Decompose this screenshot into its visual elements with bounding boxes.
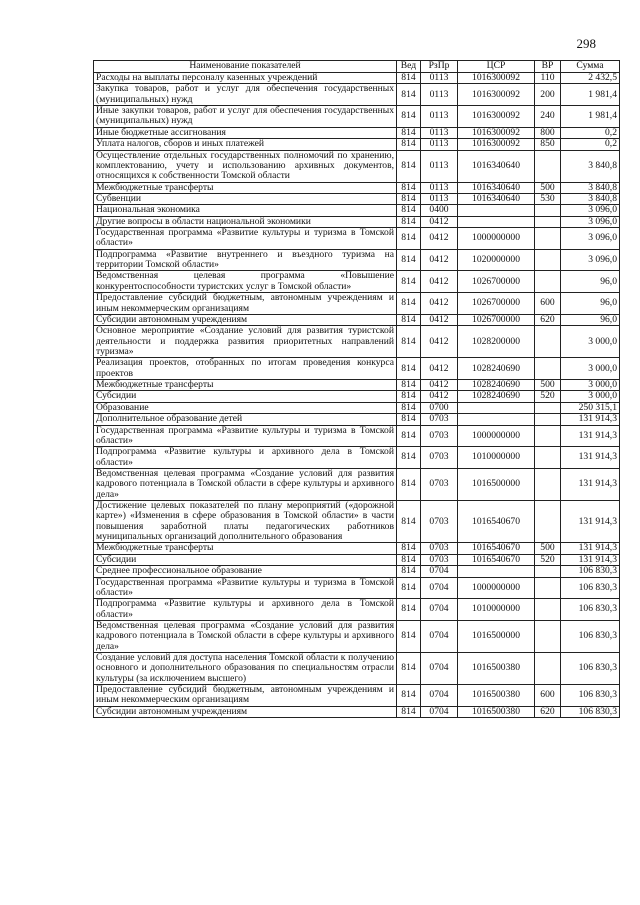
cell-vr: 600 xyxy=(535,685,561,707)
table-row xyxy=(94,468,620,500)
cell-ved: 814 xyxy=(397,293,421,315)
cell-csr: 1016340640 xyxy=(458,150,535,182)
header-ved: Вед xyxy=(397,61,421,73)
table-row xyxy=(94,501,620,543)
cell-ved: 814 xyxy=(397,543,421,554)
cell-ved: 814 xyxy=(397,271,421,293)
cell-sum: 3 000,0 xyxy=(561,391,620,402)
cell-vr xyxy=(535,566,561,577)
cell-sum: 131 914,3 xyxy=(561,414,620,425)
cell-name: Государственная программа «Развитие культуры и туризма в Томской области» xyxy=(94,425,397,447)
cell-vr xyxy=(535,216,561,227)
cell-csr: 1016500380 xyxy=(458,653,535,685)
cell-rzpr: 0113 xyxy=(421,139,458,150)
cell-csr: 1016300092 xyxy=(458,84,535,106)
cell-name: Межбюджетные трансферты xyxy=(94,543,397,554)
cell-vr xyxy=(535,326,561,358)
cell-sum: 131 914,3 xyxy=(561,447,620,469)
cell-rzpr: 0412 xyxy=(421,380,458,391)
cell-name: Основное мероприятие «Создание условий для развития туристской деятельности и поддержка развития приоритетных направлений туризма» xyxy=(94,326,397,358)
table-row xyxy=(94,391,620,402)
cell-rzpr: 0703 xyxy=(421,501,458,543)
cell-ved: 814 xyxy=(397,182,421,193)
table-row xyxy=(94,314,620,325)
table-row xyxy=(94,706,620,717)
cell-ved: 814 xyxy=(397,554,421,565)
cell-csr: 1016300092 xyxy=(458,73,535,84)
table-row xyxy=(94,249,620,271)
cell-ved: 814 xyxy=(397,106,421,128)
cell-csr: 1016340640 xyxy=(458,182,535,193)
cell-name: Закупка товаров, работ и услуг для обеспечения государственных (муниципальных) нужд xyxy=(94,84,397,106)
cell-ved: 814 xyxy=(397,73,421,84)
cell-sum: 106 830,3 xyxy=(561,599,620,621)
cell-rzpr: 0704 xyxy=(421,599,458,621)
cell-csr: 1016500000 xyxy=(458,468,535,500)
header-name: Наименование показателей xyxy=(94,61,397,73)
page-number: 298 xyxy=(576,36,596,51)
table-row xyxy=(94,216,620,227)
cell-name: Уплата налогов, сборов и иных платежей xyxy=(94,139,397,150)
cell-sum: 131 914,3 xyxy=(561,554,620,565)
cell-sum: 131 914,3 xyxy=(561,543,620,554)
cell-csr: 1016340640 xyxy=(458,193,535,204)
cell-vr xyxy=(535,425,561,447)
cell-vr: 520 xyxy=(535,391,561,402)
cell-ved: 814 xyxy=(397,599,421,621)
cell-name: Государственная программа «Развитие культуры и туризма в Томской области» xyxy=(94,228,397,250)
cell-sum: 96,0 xyxy=(561,271,620,293)
cell-ved: 814 xyxy=(397,314,421,325)
cell-ved: 814 xyxy=(397,425,421,447)
cell-csr xyxy=(458,205,535,216)
table-row xyxy=(94,106,620,128)
cell-name: Иные бюджетные ассигнования xyxy=(94,127,397,138)
cell-sum: 106 830,3 xyxy=(561,577,620,599)
cell-rzpr: 0113 xyxy=(421,106,458,128)
table-row xyxy=(94,402,620,413)
cell-name: Создание условий для доступа населения Томской области к получению основного и дополнительного образования по специальностям отрасли культуры (за исключением высшего) xyxy=(94,653,397,685)
cell-rzpr: 0704 xyxy=(421,653,458,685)
cell-vr: 200 xyxy=(535,84,561,106)
cell-name: Другие вопросы в области национальной экономики xyxy=(94,216,397,227)
cell-csr: 1016300092 xyxy=(458,106,535,128)
cell-rzpr: 0412 xyxy=(421,271,458,293)
cell-name: Иные закупки товаров, работ и услуг для обеспечения государственных (муниципальных) нужд xyxy=(94,106,397,128)
cell-name: Ведомственная целевая программа «Создание условий для развития кадрового потенциала в Томской области в сфере культуры и архивного дела» xyxy=(94,620,397,652)
cell-vr: 620 xyxy=(535,706,561,717)
cell-vr: 600 xyxy=(535,293,561,315)
table-row xyxy=(94,182,620,193)
table-row xyxy=(94,380,620,391)
cell-rzpr: 0412 xyxy=(421,216,458,227)
cell-sum: 3 000,0 xyxy=(561,326,620,358)
cell-csr: 1026700000 xyxy=(458,271,535,293)
cell-name: Субсидии xyxy=(94,554,397,565)
cell-csr: 1016540670 xyxy=(458,543,535,554)
cell-vr xyxy=(535,447,561,469)
cell-ved: 814 xyxy=(397,358,421,380)
cell-vr: 500 xyxy=(535,543,561,554)
cell-rzpr: 0113 xyxy=(421,127,458,138)
table-row xyxy=(94,228,620,250)
header-csr: ЦСР xyxy=(458,61,535,73)
cell-rzpr: 0400 xyxy=(421,205,458,216)
cell-sum: 96,0 xyxy=(561,314,620,325)
cell-name: Подпрограмма «Развитие культуры и архивного дела в Томской области» xyxy=(94,599,397,621)
cell-ved: 814 xyxy=(397,216,421,227)
cell-sum: 3 096,0 xyxy=(561,216,620,227)
cell-vr xyxy=(535,205,561,216)
cell-vr xyxy=(535,402,561,413)
cell-sum: 131 914,3 xyxy=(561,501,620,543)
table-row xyxy=(94,577,620,599)
cell-sum: 96,0 xyxy=(561,293,620,315)
cell-sum: 0,2 xyxy=(561,139,620,150)
cell-csr: 1016300092 xyxy=(458,127,535,138)
cell-sum: 131 914,3 xyxy=(561,425,620,447)
cell-rzpr: 0703 xyxy=(421,414,458,425)
cell-rzpr: 0113 xyxy=(421,193,458,204)
cell-sum: 2 432,5 xyxy=(561,73,620,84)
cell-ved: 814 xyxy=(397,706,421,717)
cell-name: Образование xyxy=(94,402,397,413)
table-row xyxy=(94,566,620,577)
cell-ved: 814 xyxy=(397,205,421,216)
cell-sum: 250 315,1 xyxy=(561,402,620,413)
cell-vr xyxy=(535,414,561,425)
cell-vr: 530 xyxy=(535,193,561,204)
table-row xyxy=(94,73,620,84)
cell-vr xyxy=(535,358,561,380)
cell-name: Достижение целевых показателей по плану мероприятий («дорожной карте») «Изменения в сфере образования в Томской области» в части повышения заработной платы педагогических работников муниципальных организаций дополнительного образования xyxy=(94,501,397,543)
table-row xyxy=(94,620,620,652)
cell-vr xyxy=(535,599,561,621)
table-header-row xyxy=(94,61,620,73)
table-row xyxy=(94,150,620,182)
cell-vr: 800 xyxy=(535,127,561,138)
cell-csr: 1028240690 xyxy=(458,380,535,391)
cell-csr xyxy=(458,216,535,227)
cell-csr xyxy=(458,402,535,413)
cell-ved: 814 xyxy=(397,150,421,182)
cell-ved: 814 xyxy=(397,391,421,402)
table-row xyxy=(94,193,620,204)
table-row xyxy=(94,139,620,150)
cell-csr: 1020000000 xyxy=(458,249,535,271)
cell-rzpr: 0412 xyxy=(421,391,458,402)
cell-sum: 3 000,0 xyxy=(561,380,620,391)
cell-ved: 814 xyxy=(397,447,421,469)
cell-sum: 1 981,4 xyxy=(561,84,620,106)
cell-csr: 1016540670 xyxy=(458,554,535,565)
cell-ved: 814 xyxy=(397,653,421,685)
cell-csr: 1016500000 xyxy=(458,620,535,652)
header-sum: Сумма xyxy=(561,61,620,73)
cell-vr: 620 xyxy=(535,314,561,325)
cell-rzpr: 0704 xyxy=(421,620,458,652)
table-row xyxy=(94,653,620,685)
cell-csr: 1026700000 xyxy=(458,314,535,325)
cell-name: Национальная экономика xyxy=(94,205,397,216)
cell-sum: 3 840,8 xyxy=(561,193,620,204)
cell-csr: 1000000000 xyxy=(458,228,535,250)
cell-rzpr: 0412 xyxy=(421,293,458,315)
cell-name: Ведомственная целевая программа «Повышение конкурентоспособности туристских услуг в Томской области» xyxy=(94,271,397,293)
cell-rzpr: 0704 xyxy=(421,577,458,599)
cell-csr: 1028240690 xyxy=(458,358,535,380)
cell-name: Межбюджетные трансферты xyxy=(94,380,397,391)
cell-sum: 106 830,3 xyxy=(561,566,620,577)
cell-rzpr: 0113 xyxy=(421,150,458,182)
cell-sum: 3 096,0 xyxy=(561,249,620,271)
cell-rzpr: 0703 xyxy=(421,425,458,447)
cell-ved: 814 xyxy=(397,501,421,543)
cell-rzpr: 0700 xyxy=(421,402,458,413)
cell-ved: 814 xyxy=(397,402,421,413)
cell-csr: 1000000000 xyxy=(458,425,535,447)
cell-rzpr: 0704 xyxy=(421,706,458,717)
cell-name: Подпрограмма «Развитие культуры и архивного дела в Томской области» xyxy=(94,447,397,469)
cell-csr: 1028200000 xyxy=(458,326,535,358)
cell-sum: 106 830,3 xyxy=(561,706,620,717)
budget-table xyxy=(93,60,620,718)
cell-vr xyxy=(535,249,561,271)
cell-sum: 3 840,8 xyxy=(561,182,620,193)
cell-rzpr: 0113 xyxy=(421,182,458,193)
cell-vr xyxy=(535,501,561,543)
cell-ved: 814 xyxy=(397,249,421,271)
cell-name: Расходы на выплаты персоналу казенных учреждений xyxy=(94,73,397,84)
table-row xyxy=(94,127,620,138)
cell-csr: 1016540670 xyxy=(458,501,535,543)
cell-csr: 1000000000 xyxy=(458,577,535,599)
cell-csr: 1016300092 xyxy=(458,139,535,150)
cell-name: Предоставление субсидий бюджетным, автономным учреждениям и иным некоммерческим организациям xyxy=(94,293,397,315)
table-row xyxy=(94,425,620,447)
cell-vr: 240 xyxy=(535,106,561,128)
cell-vr: 500 xyxy=(535,182,561,193)
table-row xyxy=(94,358,620,380)
cell-ved: 814 xyxy=(397,193,421,204)
cell-rzpr: 0113 xyxy=(421,73,458,84)
cell-sum: 1 981,4 xyxy=(561,106,620,128)
cell-rzpr: 0704 xyxy=(421,685,458,707)
cell-ved: 814 xyxy=(397,380,421,391)
cell-ved: 814 xyxy=(397,566,421,577)
table-row xyxy=(94,447,620,469)
cell-vr: 520 xyxy=(535,554,561,565)
table-row xyxy=(94,685,620,707)
cell-vr: 110 xyxy=(535,73,561,84)
table-row xyxy=(94,414,620,425)
cell-sum: 3 096,0 xyxy=(561,205,620,216)
cell-csr: 1016500380 xyxy=(458,706,535,717)
cell-name: Ведомственная целевая программа «Создание условий для развития кадрового потенциала в Томской области в сфере культуры и архивного дела» xyxy=(94,468,397,500)
cell-csr: 1016500380 xyxy=(458,685,535,707)
cell-sum: 106 830,3 xyxy=(561,653,620,685)
cell-name: Субсидии автономным учреждениям xyxy=(94,706,397,717)
cell-vr: 850 xyxy=(535,139,561,150)
cell-csr: 1010000000 xyxy=(458,599,535,621)
cell-rzpr: 0703 xyxy=(421,447,458,469)
cell-rzpr: 0412 xyxy=(421,228,458,250)
table-row xyxy=(94,543,620,554)
cell-rzpr: 0704 xyxy=(421,566,458,577)
cell-ved: 814 xyxy=(397,414,421,425)
cell-csr xyxy=(458,566,535,577)
cell-ved: 814 xyxy=(397,685,421,707)
cell-name: Предоставление субсидий бюджетным, автономным учреждениям и иным некоммерческим организациям xyxy=(94,685,397,707)
cell-ved: 814 xyxy=(397,620,421,652)
cell-csr: 1026700000 xyxy=(458,293,535,315)
table-row xyxy=(94,554,620,565)
cell-csr: 1028240690 xyxy=(458,391,535,402)
cell-sum: 106 830,3 xyxy=(561,685,620,707)
cell-vr xyxy=(535,620,561,652)
cell-vr xyxy=(535,468,561,500)
cell-ved: 814 xyxy=(397,468,421,500)
cell-sum: 3 000,0 xyxy=(561,358,620,380)
table-row xyxy=(94,271,620,293)
cell-csr: 1010000000 xyxy=(458,447,535,469)
cell-ved: 814 xyxy=(397,84,421,106)
cell-sum: 131 914,3 xyxy=(561,468,620,500)
cell-ved: 814 xyxy=(397,228,421,250)
cell-rzpr: 0703 xyxy=(421,468,458,500)
cell-vr xyxy=(535,653,561,685)
header-vr: ВР xyxy=(535,61,561,73)
table-row xyxy=(94,293,620,315)
cell-ved: 814 xyxy=(397,577,421,599)
cell-sum: 3 840,8 xyxy=(561,150,620,182)
table-row xyxy=(94,205,620,216)
cell-vr xyxy=(535,271,561,293)
cell-name: Осуществление отдельных государственных полномочий по хранению, комплектованию, учету и использованию архивных документов, относящихся к собственности Томской области xyxy=(94,150,397,182)
cell-rzpr: 0113 xyxy=(421,84,458,106)
cell-rzpr: 0412 xyxy=(421,314,458,325)
cell-name: Дополнительное образование детей xyxy=(94,414,397,425)
cell-csr xyxy=(458,414,535,425)
cell-vr xyxy=(535,577,561,599)
cell-ved: 814 xyxy=(397,139,421,150)
cell-sum: 0,2 xyxy=(561,127,620,138)
cell-rzpr: 0412 xyxy=(421,326,458,358)
cell-sum: 106 830,3 xyxy=(561,620,620,652)
cell-rzpr: 0412 xyxy=(421,249,458,271)
table-row xyxy=(94,84,620,106)
cell-name: Государственная программа «Развитие культуры и туризма в Томской области» xyxy=(94,577,397,599)
cell-name: Реализация проектов, отобранных по итогам проведения конкурса проектов xyxy=(94,358,397,380)
cell-vr xyxy=(535,228,561,250)
cell-vr xyxy=(535,150,561,182)
cell-name: Межбюджетные трансферты xyxy=(94,182,397,193)
cell-vr: 500 xyxy=(535,380,561,391)
cell-rzpr: 0703 xyxy=(421,554,458,565)
cell-name: Субсидии автономным учреждениям xyxy=(94,314,397,325)
cell-rzpr: 0412 xyxy=(421,358,458,380)
cell-name: Субвенции xyxy=(94,193,397,204)
cell-name: Субсидии xyxy=(94,391,397,402)
cell-ved: 814 xyxy=(397,127,421,138)
cell-name: Среднее профессиональное образование xyxy=(94,566,397,577)
cell-ved: 814 xyxy=(397,326,421,358)
header-rzpr: РзПр xyxy=(421,61,458,73)
cell-rzpr: 0703 xyxy=(421,543,458,554)
table-row xyxy=(94,599,620,621)
cell-sum: 3 096,0 xyxy=(561,228,620,250)
cell-name: Подпрограмма «Развитие внутреннего и въездного туризма на территории Томской области» xyxy=(94,249,397,271)
table-row xyxy=(94,326,620,358)
